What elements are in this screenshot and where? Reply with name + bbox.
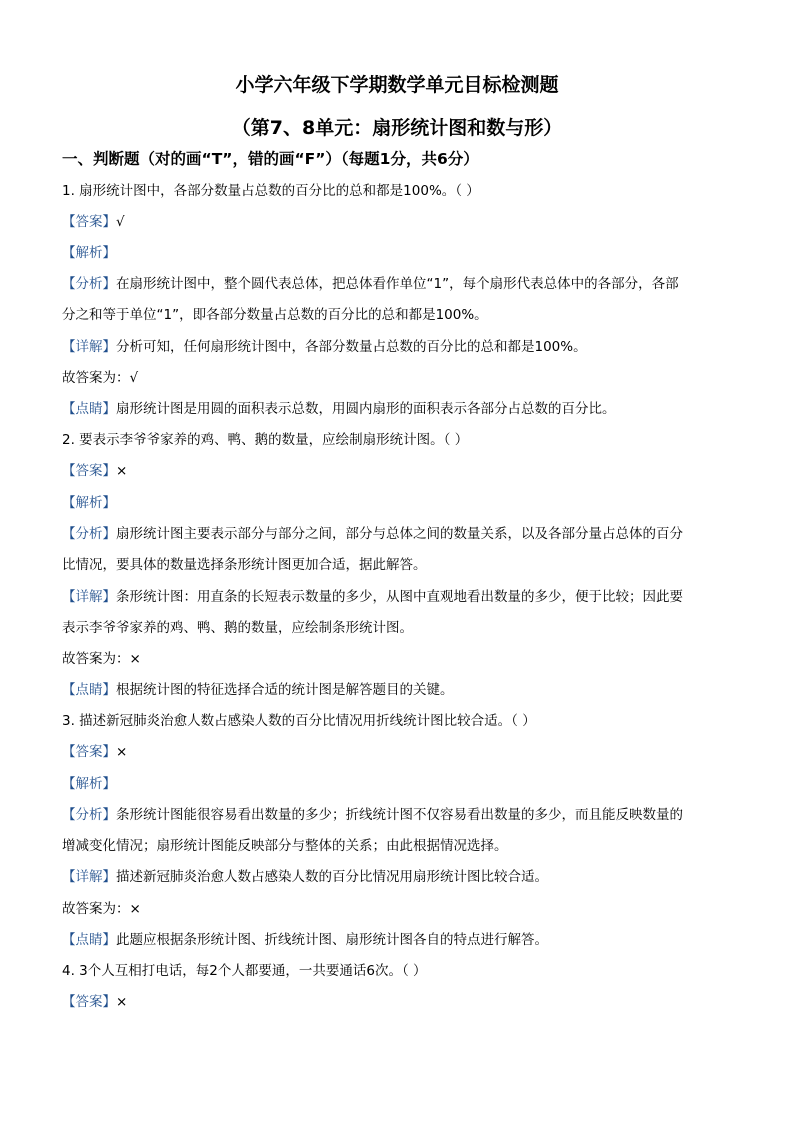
fenxi-line-cont: 分之和等于单位“1”，即各部分数量占总数的百分比的总和都是100%。 [62,307,488,323]
answer-line: 【答案】× [62,994,128,1010]
question-stem: 1. 扇形统计图中，各部分数量占总数的百分比的总和都是100%。（ ） [62,183,480,199]
fenxi-line: 【分析】在扇形统计图中，整个圆代表总体，把总体看作单位“1”，每个扇形代表总体中的各部分，各部 [62,276,679,292]
question-stem: 3. 描述新冠肺炎治愈人数占感染人数的百分比情况用折线统计图比较合适。（ ） [62,713,536,729]
answer-line: 【答案】× [62,744,128,760]
xiangjie-line-cont: 表示李爷爷家养的鸡、鸭、鹅的数量，应绘制条形统计图。 [62,620,413,636]
document-subtitle: （第7、8单元：扇形统计图和数与形） [231,117,563,139]
final-answer: 故答案为：× [62,901,141,917]
fenxi-line: 【分析】条形统计图能很容易看出数量的多少；折线统计图不仅容易看出数量的多少，而且能反映数量的 [62,807,683,823]
answer-line: 【答案】√ [62,214,125,230]
xiangjie-line: 【详解】描述新冠肺炎治愈人数占感染人数的百分比情况用扇形统计图比较合适。 [62,869,548,885]
fenxi-line-cont: 增减变化情况；扇形统计图能反映部分与整体的关系；由此根据情况选择。 [62,838,508,854]
answer-line: 【答案】× [62,463,128,479]
question-stem: 2. 要表示李爷爷家养的鸡、鸭、鹅的数量，应绘制扇形统计图。（ ） [62,432,469,448]
document-title: 小学六年级下学期数学单元目标检测题 [235,74,559,96]
question-stem: 4. 3个人互相打电话，每2个人都要通，一共要通话6次。（ ） [62,963,427,979]
xiangjie-line: 【详解】条形统计图：用直条的长短表示数量的多少，从图中直观地看出数量的多少，便于比较；因此要 [62,589,683,605]
dianjing-line: 【点睛】扇形统计图是用圆的面积表示总数，用圆内扇形的面积表示各部分占总数的百分比。 [62,401,616,417]
xiangjie-line: 【详解】分析可知，任何扇形统计图中，各部分数量占总数的百分比的总和都是100%。 [62,339,587,355]
answer-value: √ [116,214,125,230]
final-answer: 故答案为：× [62,651,141,667]
answer-label: 答案 [75,214,103,230]
dianjing-line: 【点睛】根据统计图的特征选择合适的统计图是解答题目的关键。 [62,682,454,698]
dianjing-line: 【点睛】此题应根据条形统计图、折线统计图、扇形统计图各自的特点进行解答。 [62,932,548,948]
analysis-heading: 【解析】 [62,776,116,792]
analysis-heading: 【解析】 [62,245,116,261]
analysis-heading: 【解析】 [62,495,116,511]
final-answer: 故答案为：√ [62,370,139,386]
section-heading: 一、判断题（对的画“T”，错的画“F”）（每题1分，共6分） [62,150,479,168]
fenxi-line: 【分析】扇形统计图主要表示部分与部分之间，部分与总体之间的数量关系，以及各部分量占总体的百分 [62,526,683,542]
fenxi-line-cont: 比情况，要具体的数量选择条形统计图更加合适，据此解答。 [62,557,427,573]
